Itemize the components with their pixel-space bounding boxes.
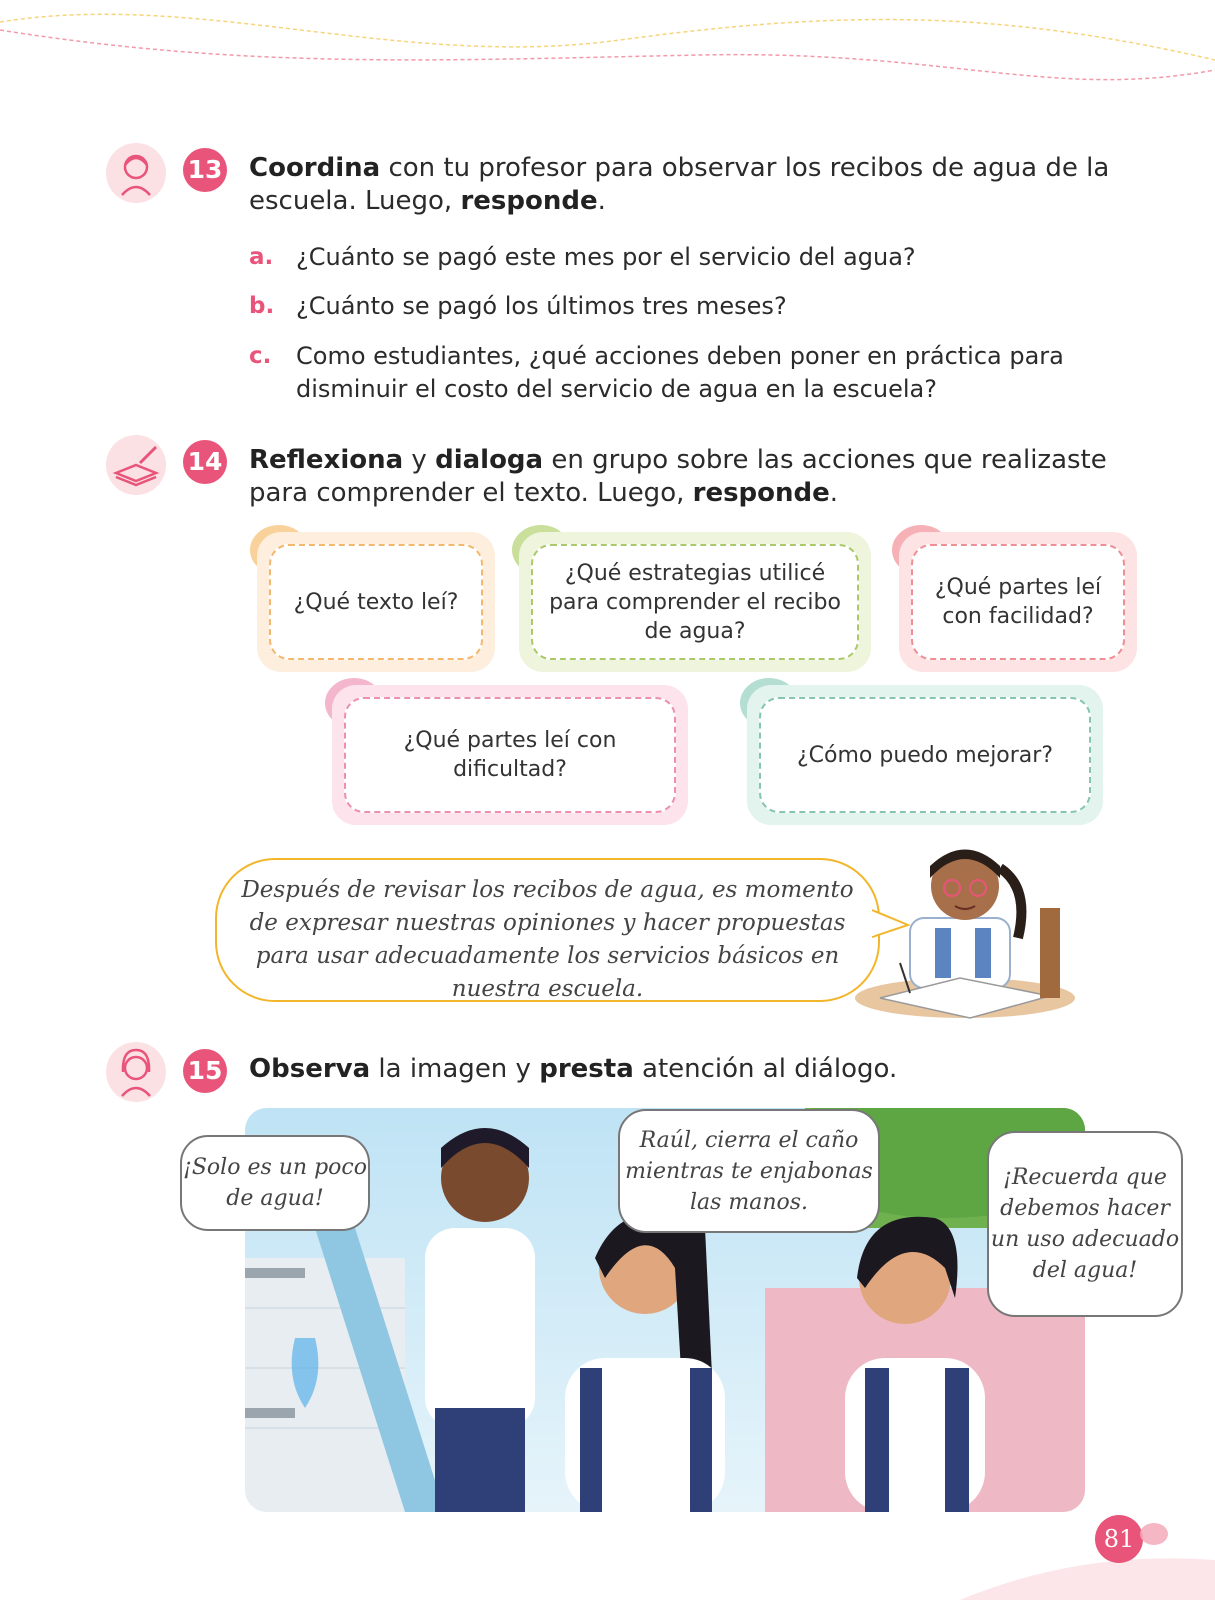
question-card-1 xyxy=(257,532,495,672)
question-card-5 xyxy=(747,685,1103,825)
question-letter-a: a. xyxy=(249,244,274,270)
girl-writing-illustration xyxy=(840,848,1080,1020)
activity-number-14: 14 xyxy=(183,440,227,484)
question-card-3-text: ¿Qué partes leí con facilidad? xyxy=(911,544,1125,660)
activity-number-13: 13 xyxy=(183,148,227,192)
question-b: ¿Cuánto se pagó los últimos tres meses? xyxy=(296,292,787,320)
activity-14-instruction: Reflexiona y dialoga en grupo sobre las acciones que realizaste para comprender el texto. Luego, responde. xyxy=(249,445,1107,508)
activity-15-instruction: Observa la imagen y presta atención al diálogo. xyxy=(249,1054,898,1084)
question-a: ¿Cuánto se pagó este mes por el servicio del agua? xyxy=(296,243,916,271)
question-letter-b: b. xyxy=(249,293,275,319)
question-c: Como estudiantes, ¿qué acciones deben poner en práctica para disminuir el costo del servicio de agua en la escuela? xyxy=(296,342,1064,403)
girl-scene-speech-bubble: ¡Recuerda que debemos hacer un uso adecuado del agua! xyxy=(987,1131,1183,1317)
question-card-2 xyxy=(519,532,871,672)
activity-number-15: 15 xyxy=(183,1049,227,1093)
student-girl-icon xyxy=(106,1042,166,1102)
question-card-4-text: ¿Qué partes leí con dificultad? xyxy=(344,697,676,813)
teacher-speech-bubble: Raúl, cierra el caño mientras te enjabonas las manos. xyxy=(618,1109,880,1233)
teacher-icon xyxy=(106,143,166,203)
question-card-4 xyxy=(332,685,688,825)
question-card-5-text: ¿Cómo puedo mejorar? xyxy=(759,697,1091,813)
question-card-2-text: ¿Qué estrategias utilicé para comprender el recibo de agua? xyxy=(531,544,859,660)
page-number: 81 xyxy=(1095,1515,1143,1563)
question-letter-c: c. xyxy=(249,343,272,369)
page-number-petal xyxy=(1140,1523,1168,1545)
activity-13-instruction: Coordina con tu profesor para observar los recibos de agua de la escuela. Luego, responde. xyxy=(249,153,1110,216)
question-card-3 xyxy=(899,532,1137,672)
question-card-1-text: ¿Qué texto leí? xyxy=(269,544,483,660)
top-wave-decoration xyxy=(0,0,1215,110)
girl-speech-bubble: Después de revisar los recibos de agua, es momento de expresar nuestras opiniones y hacer propuestas para usar adecuadamente los servicios básicos en nuestra escuela. xyxy=(215,858,880,1002)
boy-speech-bubble: ¡Solo es un poco de agua! xyxy=(180,1135,370,1231)
reading-icon xyxy=(106,435,166,495)
